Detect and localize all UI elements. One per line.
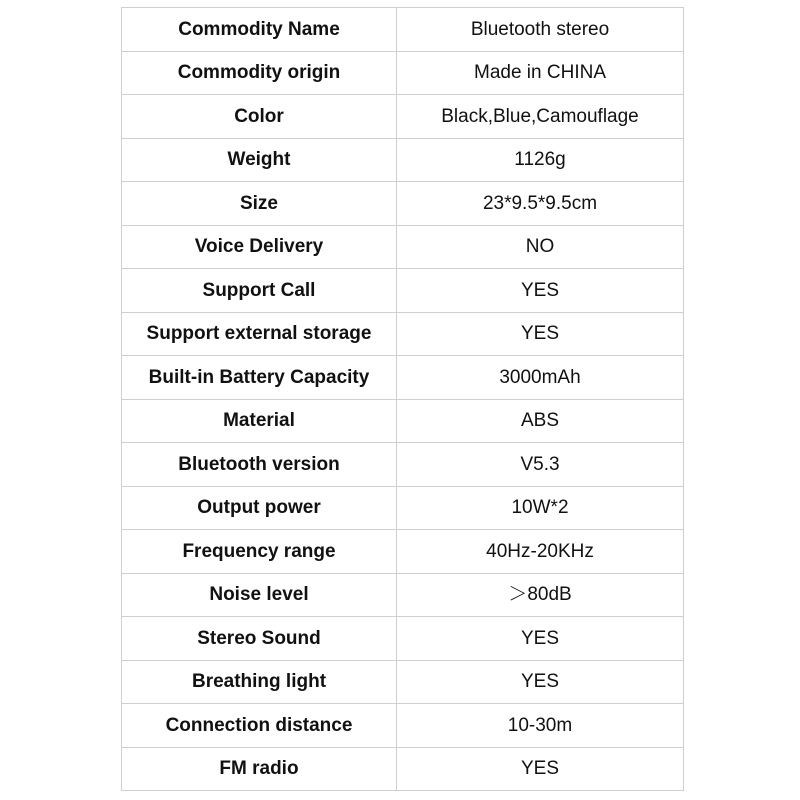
table-row [122, 95, 684, 139]
row-value: ABS [397, 399, 684, 443]
row-label: Material [122, 399, 397, 443]
row-value: YES [397, 660, 684, 704]
table-row [122, 530, 684, 574]
table-row [122, 51, 684, 95]
row-value: 23*9.5*9.5cm [397, 182, 684, 226]
row-label: Weight [122, 138, 397, 182]
row-label: Support Call [122, 269, 397, 313]
table-row [122, 660, 684, 704]
row-label: Support external storage [122, 312, 397, 356]
row-label: Noise level [122, 573, 397, 617]
spec-table-body [122, 8, 684, 791]
table-row [122, 617, 684, 661]
row-label: Commodity origin [122, 51, 397, 95]
row-label: Voice Delivery [122, 225, 397, 269]
spec-table [121, 7, 684, 791]
table-row [122, 573, 684, 617]
row-value: ＞80dB [397, 573, 684, 617]
row-value: V5.3 [397, 443, 684, 487]
row-label: Commodity Name [122, 8, 397, 52]
row-value: NO [397, 225, 684, 269]
row-value: Black,Blue,Camouflage [397, 95, 684, 139]
table-row [122, 312, 684, 356]
table-row [122, 182, 684, 226]
row-label: Bluetooth version [122, 443, 397, 487]
row-value: 40Hz-20KHz [397, 530, 684, 574]
row-value: 10-30m [397, 704, 684, 748]
table-row [122, 138, 684, 182]
row-label: Built-in Battery Capacity [122, 356, 397, 400]
row-value: 3000mAh [397, 356, 684, 400]
row-label: Connection distance [122, 704, 397, 748]
row-value: YES [397, 269, 684, 313]
row-label: Color [122, 95, 397, 139]
table-row [122, 486, 684, 530]
table-row [122, 269, 684, 313]
row-label: Size [122, 182, 397, 226]
row-value: Made in CHINA [397, 51, 684, 95]
table-row [122, 356, 684, 400]
table-row [122, 225, 684, 269]
row-value: Bluetooth stereo [397, 8, 684, 52]
table-row [122, 443, 684, 487]
row-label: Frequency range [122, 530, 397, 574]
row-value: 10W*2 [397, 486, 684, 530]
row-label: Output power [122, 486, 397, 530]
table-row [122, 8, 684, 52]
row-label: Stereo Sound [122, 617, 397, 661]
row-value: YES [397, 747, 684, 791]
row-value: YES [397, 617, 684, 661]
table-row [122, 704, 684, 748]
table-row [122, 747, 684, 791]
table-row [122, 399, 684, 443]
row-label: Breathing light [122, 660, 397, 704]
row-label: FM radio [122, 747, 397, 791]
row-value: 1126g [397, 138, 684, 182]
row-value: YES [397, 312, 684, 356]
